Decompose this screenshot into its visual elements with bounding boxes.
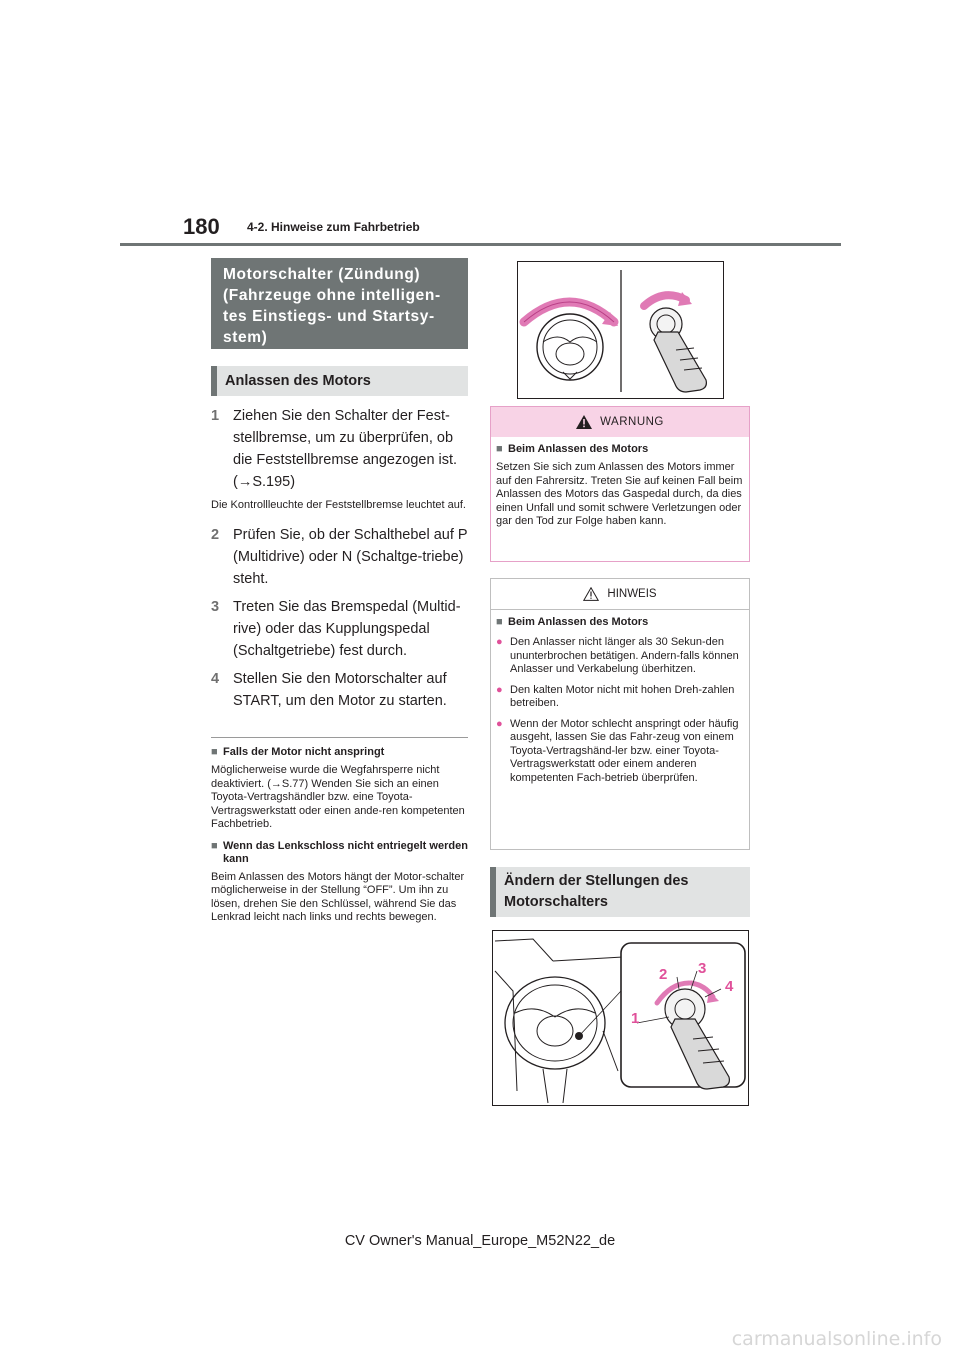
- caution-triangle-icon: [583, 587, 599, 601]
- page-number: 180: [183, 214, 220, 239]
- warning-body: Setzen Sie sich zum Anlassen des Motors immer auf den Fahrersitz. Treten Sie auf keinen Fall beim Anlassen des Motors das Gaspedal durch, da dies einen Unfall und somit schwere Verletzungen oder gar den Tod zur Folge haben kann.: [496, 461, 743, 527]
- steering-key-illustration: [517, 261, 724, 399]
- step-4: [211, 668, 473, 712]
- warning-triangle-icon: [576, 415, 592, 429]
- hint-header: [491, 579, 749, 610]
- note-title: ■ Falls der Motor nicht anspringt: [211, 746, 385, 758]
- square-bullet-icon: ■: [496, 616, 503, 628]
- square-bullet-icon: ■: [496, 443, 503, 455]
- circle-bullet-icon: ●: [496, 636, 503, 648]
- warning-title: ■ Beim Anlassen des Motors: [496, 443, 649, 455]
- notes-divider: [211, 737, 468, 738]
- warning-label: WARNUNG: [600, 416, 664, 428]
- step-text: Prüfen Sie, ob der Schalthebel auf P (Multidrive) oder N (Schaltge-triebe) steht.: [233, 527, 468, 587]
- warning-header: [491, 407, 749, 437]
- step-1: [211, 405, 473, 493]
- step-text: Treten Sie das Bremspedal (Multid-rive) oder das Kupplungspedal (Schaltgetriebe) fest durch.: [233, 599, 461, 659]
- section-title: 4-2. Hinweise zum Fahrbetrieb: [247, 220, 420, 234]
- callout-1: 1: [631, 1010, 640, 1027]
- hint-title: ■ Beim Anlassen des Motors: [496, 616, 649, 628]
- left-notes: [211, 742, 469, 933]
- circle-bullet-icon: ●: [496, 683, 503, 696]
- hint-bullet: ● Wenn der Motor schlecht anspringt oder häufig ausgeht, lassen Sie das Fahr-zeug von einem Toyota-Vertragshänd-ler bzw. einer Toyota-Vertragswerkstatt oder einem anderen kompetenten Fach-betrieb überprüfen.: [496, 717, 739, 784]
- callout-3: 3: [698, 960, 707, 977]
- circle-bullet-icon: ●: [496, 717, 503, 730]
- warning-box: [490, 406, 750, 562]
- square-bullet-icon: ■: [211, 839, 218, 852]
- step-number: 2: [211, 527, 220, 543]
- step-text: Ziehen Sie den Schalter der Fest-stellbremse, um zu überprüfen, ob die Feststellbremse angezogen ist. (→S.195): [233, 408, 458, 490]
- header-rule: [120, 243, 841, 246]
- step-3: [211, 596, 473, 662]
- note-body: Beim Anlassen des Motors hängt der Motor-schalter möglicherweise in der Stellung “OFF”. Um ihn zu lösen, drehen Sie den Schlüssel, während Sie das Lenkrad leicht nach links und rechts bewegen.: [211, 870, 465, 923]
- callout-4: 4: [725, 978, 734, 995]
- step-number: 1: [211, 408, 220, 424]
- steering-wheel-key-icon: [518, 262, 723, 398]
- switch-positions-illustration: [492, 930, 749, 1106]
- dashboard-key-icon: [493, 931, 748, 1105]
- positions-heading: Ändern der Stellungen des Motorschalters: [490, 867, 750, 917]
- hint-label: HINWEIS: [607, 588, 657, 600]
- square-bullet-icon: ■: [211, 746, 218, 758]
- start-heading: Anlassen des Motors: [211, 366, 468, 396]
- watermark: carmanualsonline.info: [731, 1328, 942, 1350]
- hint-bullet: ● Den kalten Motor nicht mit hohen Dreh-zahlen betreiben.: [496, 683, 735, 709]
- footer-manual-name: CV Owner's Manual_Europe_M52N22_de: [344, 1233, 616, 1249]
- note-title: ■ Wenn das Lenkschloss nicht entriegelt werden kann: [211, 839, 468, 865]
- callout-2: 2: [659, 966, 668, 983]
- hint-box: [490, 578, 750, 850]
- step-number: 4: [211, 671, 220, 687]
- note-body: Möglicherweise wurde die Wegfahrsperre nicht deaktiviert. (→S.77) Wenden Sie sich an einen Toyota-Vertragshändler bzw. eine Toyota-Vertragswerkstatt oder einen ande-ren kompetenten Fachbetrieb.: [211, 764, 465, 830]
- step-2: [211, 524, 473, 590]
- step-number: 3: [211, 599, 220, 615]
- step1-note: Die Kontrollleuchte der Feststellbremse leuchtet auf.: [211, 499, 466, 511]
- step-text: Stellen Sie den Motorschalter auf START, um den Motor zu starten.: [233, 671, 447, 709]
- start-steps: [211, 405, 473, 718]
- hint-bullet: ● Den Anlasser nicht länger als 30 Sekun-den ununterbrochen betätigen. Andern-falls können Anlasser und Verkabelung überhitzen.: [496, 636, 739, 675]
- chapter-title: Motorschalter (Zündung) (Fahrzeuge ohne intelligen-tes Einstiegs- und Startsy-stem): [211, 258, 468, 349]
